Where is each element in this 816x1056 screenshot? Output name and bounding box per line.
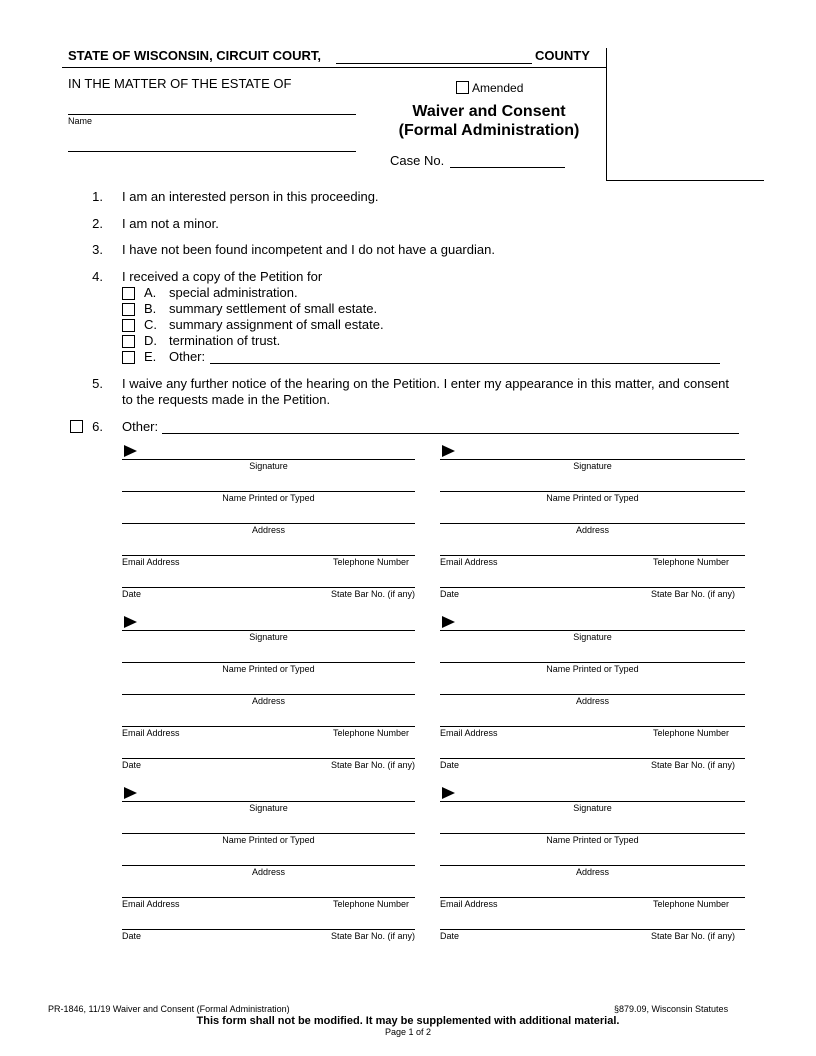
option-d-checkbox[interactable] [122,335,135,348]
name-printed-field-1[interactable] [122,491,415,492]
statement-4-number: 4. [92,269,103,284]
address-field-4[interactable] [440,694,745,695]
state-bar-label: State Bar No. (if any) [330,589,415,599]
signature-field-5[interactable] [122,801,415,802]
statement-3-number: 3. [92,242,103,257]
statement-3-text: I have not been found incompetent and I do not have a guardian. [122,242,495,257]
signature-arrow-icon [124,616,137,628]
date-label: Date [122,589,142,599]
statement-1-number: 1. [92,189,103,204]
option-a-text: special administration. [169,285,298,300]
signature-arrow-icon [442,616,455,628]
name-printed-field-6[interactable] [440,833,745,834]
address-field-1[interactable] [122,523,415,524]
address-label: Address [575,525,610,535]
telephone-label: Telephone Number [332,899,409,909]
case-no-label: Case No. [390,153,445,168]
option-a-checkbox[interactable] [122,287,135,300]
state-bar-label: State Bar No. (if any) [650,589,735,599]
telephone-label: Telephone Number [332,557,409,567]
option-d-letter: D. [144,333,157,348]
name-printed-field-3[interactable] [122,662,415,663]
footer-page: Page 1 of 2 [384,1027,432,1037]
signature-arrow-icon [124,787,137,799]
statement-2-text: I am not a minor. [122,216,219,231]
signature-label: Signature [249,461,288,471]
state-bar-label: State Bar No. (if any) [650,760,735,770]
signature-field-4[interactable] [440,630,745,631]
date-label: Date [440,589,460,599]
statement-5-number: 5. [92,376,103,391]
email-phone-field-1[interactable] [122,555,415,556]
signature-field-6[interactable] [440,801,745,802]
option-b-letter: B. [144,301,157,316]
email-label: Email Address [440,899,498,909]
address-label: Address [251,525,286,535]
telephone-label: Telephone Number [332,728,409,738]
telephone-label: Telephone Number [652,728,729,738]
address-label: Address [251,696,286,706]
statement-6-checkbox[interactable] [70,420,83,433]
county-label: COUNTY [535,48,590,63]
email-phone-field-2[interactable] [440,555,745,556]
statement-2-number: 2. [92,216,103,231]
telephone-label: Telephone Number [652,557,729,567]
option-c-text: summary assignment of small estate. [169,317,384,332]
court-prefix: STATE OF WISCONSIN, CIRCUIT COURT, [68,48,322,63]
option-b-checkbox[interactable] [122,303,135,316]
amended-checkbox[interactable] [456,81,469,94]
address-field-5[interactable] [122,865,415,866]
amended-label: Amended [472,81,524,95]
name-label: Name [68,116,93,126]
matter-label: IN THE MATTER OF THE ESTATE OF [68,76,292,91]
option-b-text: summary settlement of small estate. [169,301,378,316]
address-field-6[interactable] [440,865,745,866]
date-bar-field-1[interactable] [122,587,415,588]
statement-5-text-line2: to the requests made in the Petition. [122,392,331,407]
email-phone-field-6[interactable] [440,897,745,898]
signature-label: Signature [249,632,288,642]
name-printed-label: Name Printed or Typed [546,835,639,845]
footer-notice: This form shall not be modified. It may be supplemented with additional material. [196,1015,620,1027]
date-label: Date [122,760,142,770]
signature-label: Signature [573,803,612,813]
form-title-line1: Waiver and Consent [412,103,566,120]
signature-label: Signature [573,632,612,642]
state-bar-label: State Bar No. (if any) [330,760,415,770]
email-phone-field-3[interactable] [122,726,415,727]
name-printed-label: Name Printed or Typed [222,835,315,845]
address-label: Address [575,696,610,706]
estate-name-field-2[interactable] [68,151,356,152]
name-printed-label: Name Printed or Typed [222,664,315,674]
date-bar-field-6[interactable] [440,929,745,930]
signature-label: Signature [249,803,288,813]
name-printed-label: Name Printed or Typed [546,664,639,674]
option-e-other-field[interactable] [210,363,720,364]
state-bar-label: State Bar No. (if any) [650,931,735,941]
case-no-field[interactable] [450,167,565,168]
state-bar-label: State Bar No. (if any) [330,931,415,941]
option-e-text: Other: [169,349,206,364]
statement-5-text-line1: I waive any further notice of the hearing on the Petition. I enter my appearance in this matter, and consent [122,376,730,391]
email-label: Email Address [122,557,180,567]
name-printed-field-4[interactable] [440,662,745,663]
address-field-2[interactable] [440,523,745,524]
statement-1-text: I am an interested person in this proceeding. [122,189,379,204]
name-printed-field-5[interactable] [122,833,415,834]
option-e-checkbox[interactable] [122,351,135,364]
date-bar-field-5[interactable] [122,929,415,930]
address-label: Address [575,867,610,877]
footer-form-id: PR-1846, 11/19 Waiver and Consent (Formal Administration) [48,1004,290,1014]
option-e-letter: E. [144,349,157,364]
statement-6-number: 6. [92,419,103,434]
form-title-line2: (Formal Administration) [398,122,580,139]
statement-6-label: Other: [122,419,159,434]
email-phone-field-4[interactable] [440,726,745,727]
signature-field-2[interactable] [440,459,745,460]
signature-arrow-icon [442,445,455,457]
signature-arrow-icon [442,787,455,799]
header-rule [62,67,607,68]
telephone-label: Telephone Number [652,899,729,909]
email-label: Email Address [440,557,498,567]
date-bar-field-3[interactable] [122,758,415,759]
name-printed-label: Name Printed or Typed [222,493,315,503]
date-label: Date [122,931,142,941]
statement-4-text: I received a copy of the Petition for [122,269,323,284]
header-bottom-rule [606,180,764,181]
email-label: Email Address [440,728,498,738]
footer-statute: §879.09, Wisconsin Statutes [614,1004,729,1014]
name-printed-field-2[interactable] [440,491,745,492]
option-d-text: termination of trust. [169,333,281,348]
signature-label: Signature [573,461,612,471]
county-field[interactable] [336,63,532,64]
address-field-3[interactable] [122,694,415,695]
signature-field-3[interactable] [122,630,415,631]
date-label: Date [440,760,460,770]
address-label: Address [251,867,286,877]
option-a-letter: A. [144,285,157,300]
email-label: Email Address [122,728,180,738]
option-c-letter: C. [144,317,157,332]
email-label: Email Address [122,899,180,909]
date-label: Date [440,931,460,941]
email-phone-field-5[interactable] [122,897,415,898]
date-bar-field-2[interactable] [440,587,745,588]
option-c-checkbox[interactable] [122,319,135,332]
signature-field-1[interactable] [122,459,415,460]
date-bar-field-4[interactable] [440,758,745,759]
name-printed-label: Name Printed or Typed [546,493,639,503]
statement-6-other-field[interactable] [162,433,739,434]
estate-name-field[interactable] [68,114,356,115]
signature-arrow-icon [124,445,137,457]
